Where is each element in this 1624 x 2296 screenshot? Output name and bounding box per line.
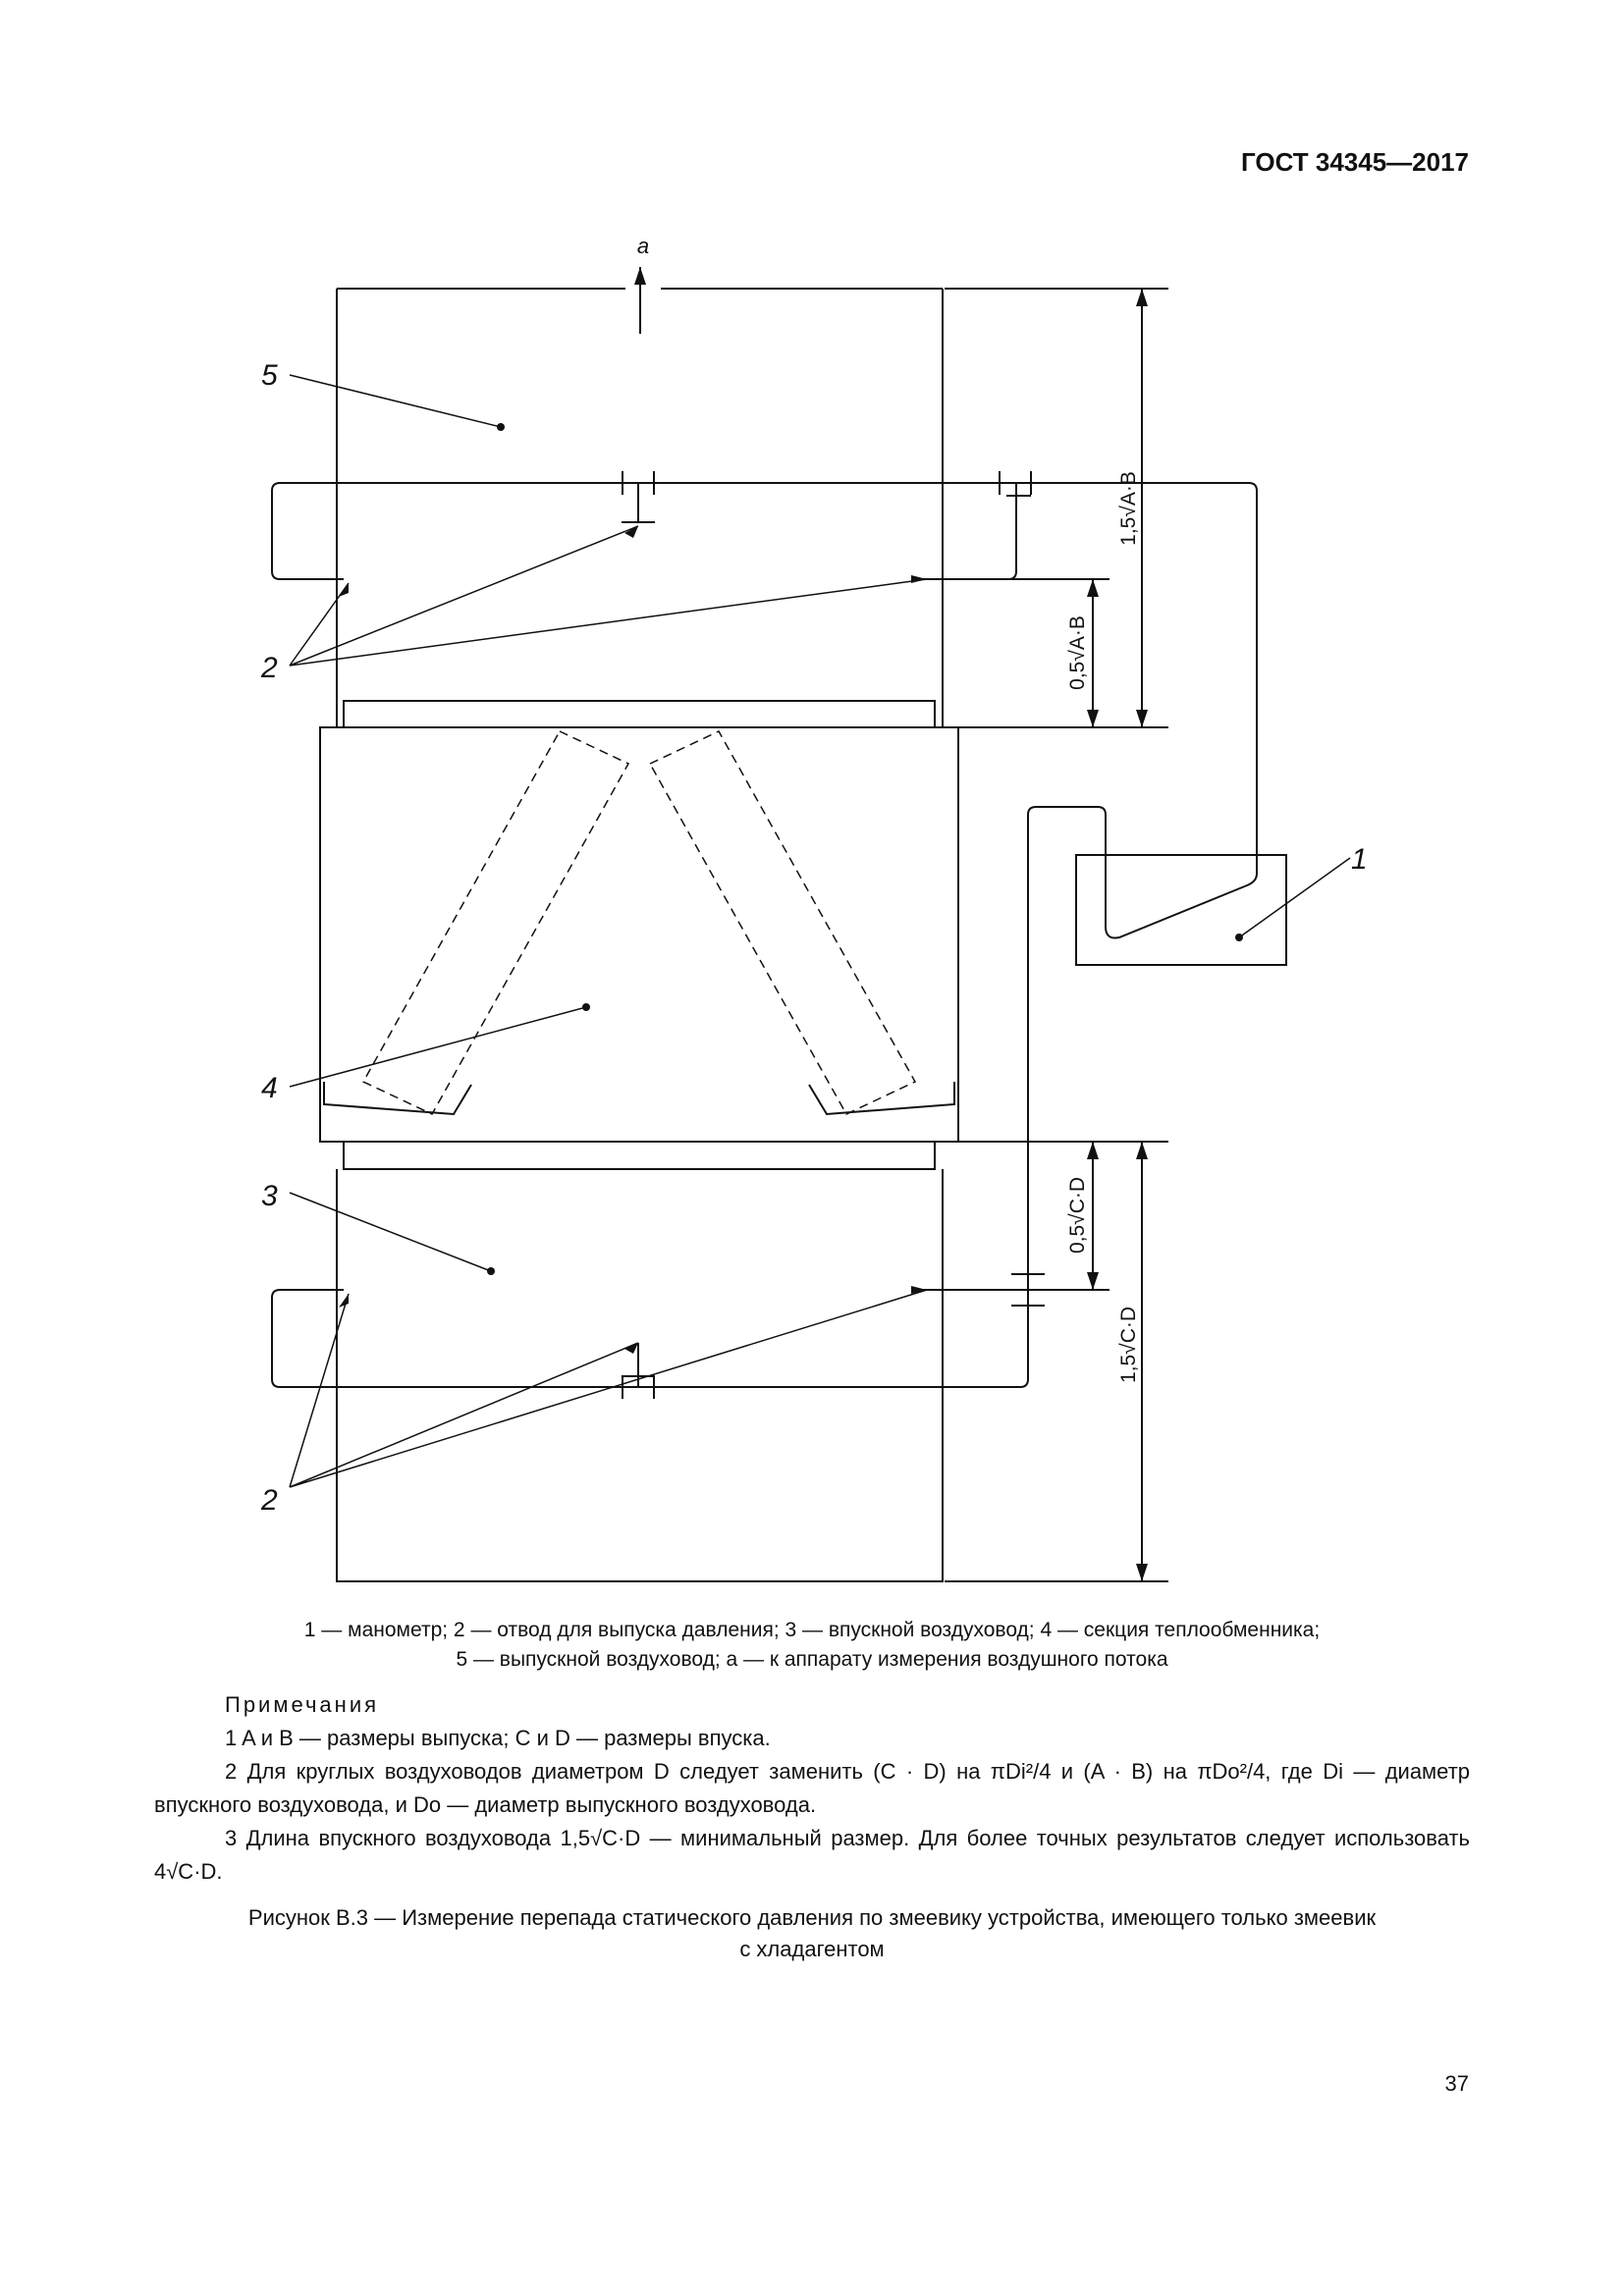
top-flange [344, 701, 935, 727]
point-3 [487, 1267, 495, 1275]
legend-line-2: 5 — выпускной воздуховод; a — к аппарату измерения воздушного потока [456, 1648, 1168, 1671]
label-2-top: 2 [261, 652, 278, 684]
dim-label-inlet-total: 1,5√C·D [1117, 1306, 1140, 1384]
lower-tap-right [923, 1274, 1045, 1306]
caption-line-2: с хладагентом [739, 1937, 885, 1961]
label-1: 1 [1351, 843, 1368, 876]
dim-label-inlet-part: 0,5√C·D [1066, 1176, 1089, 1255]
label-a: a [636, 234, 650, 258]
arrow-head [634, 267, 646, 285]
note-2: 2 Для круглых воздуховодов диаметром D следует заменить (C · D) на πDi²/4 и (A · B) на πDo²/4, где Di — диаметр впускного воздуховода, и Do — диаметр выпускного воздуховода. [154, 1759, 1470, 1817]
bottom-flange [344, 1142, 935, 1169]
outlet-duct [337, 289, 943, 726]
caption-line-1: Рисунок В.3 — Измерение перепада статического давления по змеевику устройства, имеющего только змеевик [247, 1905, 1377, 1930]
note-3: 3 Длина впускного воздуховода 1,5√C·D — минимальный размер. Для более точных результатов следует использовать 4√C·D. [154, 1826, 1470, 1884]
label-3: 3 [261, 1180, 278, 1212]
legend-line-1: 1 — манометр; 2 — отвод для выпуска давления; 3 — впускной воздуховод; 4 — секция теплообменника; [303, 1619, 1321, 1641]
dim-label-outlet-total: 1,5√A·B [1117, 471, 1140, 546]
point-5 [497, 423, 505, 431]
notes-section [154, 1688, 1470, 1889]
leader-5 [290, 375, 501, 427]
label-5: 5 [261, 359, 278, 392]
point-4 [582, 1003, 590, 1011]
label-4: 4 [261, 1072, 278, 1104]
figure-caption [0, 1902, 1624, 1965]
upper-tap-right [923, 471, 1031, 579]
page-number: 37 [1444, 2071, 1469, 2096]
drain-pan-right [809, 1082, 954, 1114]
coil-panel-right [650, 731, 915, 1114]
leader-2-top [290, 526, 927, 666]
manometer [1076, 855, 1286, 965]
lower-tap-center [622, 1343, 655, 1399]
figure-legend [0, 1616, 1624, 1675]
leader-4 [290, 1007, 586, 1087]
upper-tubing [272, 483, 1257, 855]
document-id: ГОСТ 34345—2017 [1241, 147, 1469, 177]
heat-exchanger-section [320, 727, 958, 1142]
notes-title: Примечания [225, 1692, 380, 1717]
point-1 [1235, 934, 1243, 941]
manometer-u-tube [1106, 855, 1257, 938]
note-1: 1 A и B — размеры выпуска; C и D — размеры впуска. [225, 1726, 771, 1750]
leader-3 [290, 1193, 491, 1271]
dimension-inlet-part [945, 1142, 1168, 1290]
upper-tap-center [622, 471, 655, 522]
dim-label-outlet-part: 0,5√A·B [1066, 615, 1089, 690]
label-2-bottom: 2 [261, 1484, 278, 1517]
leader-2-bottom [290, 1290, 927, 1487]
leader-1 [1239, 858, 1350, 937]
